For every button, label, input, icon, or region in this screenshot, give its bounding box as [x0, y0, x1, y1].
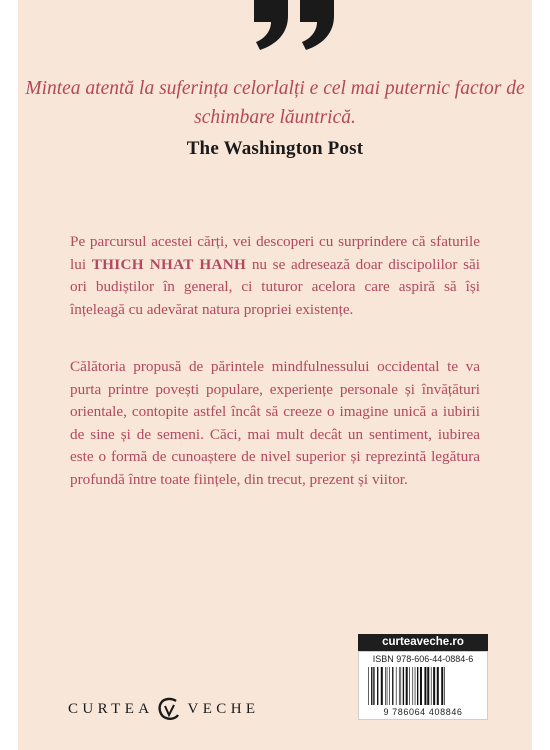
publisher-name-right: VECHE — [187, 700, 260, 717]
quote-source: The Washington Post — [186, 138, 364, 159]
description-paragraph-1 — [70, 231, 480, 321]
quote-text: Mintea atentă la suferința celorlalți e cel mai puternic factor de schimbare lăuntrică. — [25, 78, 525, 128]
book-back-cover — [18, 0, 532, 750]
closing-quote-icon — [244, 0, 344, 50]
paragraph-1-intro: Pe parcursul acestei cărți, vei descoperi cu surprindere că sfaturile lui — [70, 233, 480, 273]
isbn-number: ISBN 978-606-44-0884-6 — [372, 654, 474, 664]
author-name: THICH NHAT HANH — [91, 255, 247, 273]
publisher-logo-text — [68, 697, 260, 721]
description-paragraph-2: Călătoria propusă de părintele mindfulnessului occidental te va purta printre povești populare, experiențe personale și învățături orientale, contopite astfel încât să creeze o imagine unică a iubirii de sine și de semeni. Căci, mai mult decât un sentiment, iubirea este o formă de cunoaștere de nivel superior și reprezintă legătura profundă între toate ființele, din trecut, prezent și viitor. — [70, 358, 480, 488]
publisher-name-left: CURTEA — [68, 700, 154, 717]
barcode-digits: 9 786064 408846 — [383, 707, 463, 717]
paragraph-1-rest: nu se adresează doar discipolilor săi ori budiștilor în general, ci tuturor acelora care aspiră să își înțeleagă cu adevărat natura propriei existențe. — [70, 255, 480, 318]
publisher-emblem-icon — [156, 697, 182, 721]
publisher-website: curteaveche.ro — [358, 634, 488, 651]
barcode-panel — [358, 651, 488, 720]
barcode-bars — [368, 667, 480, 705]
barcode-area — [358, 634, 488, 720]
